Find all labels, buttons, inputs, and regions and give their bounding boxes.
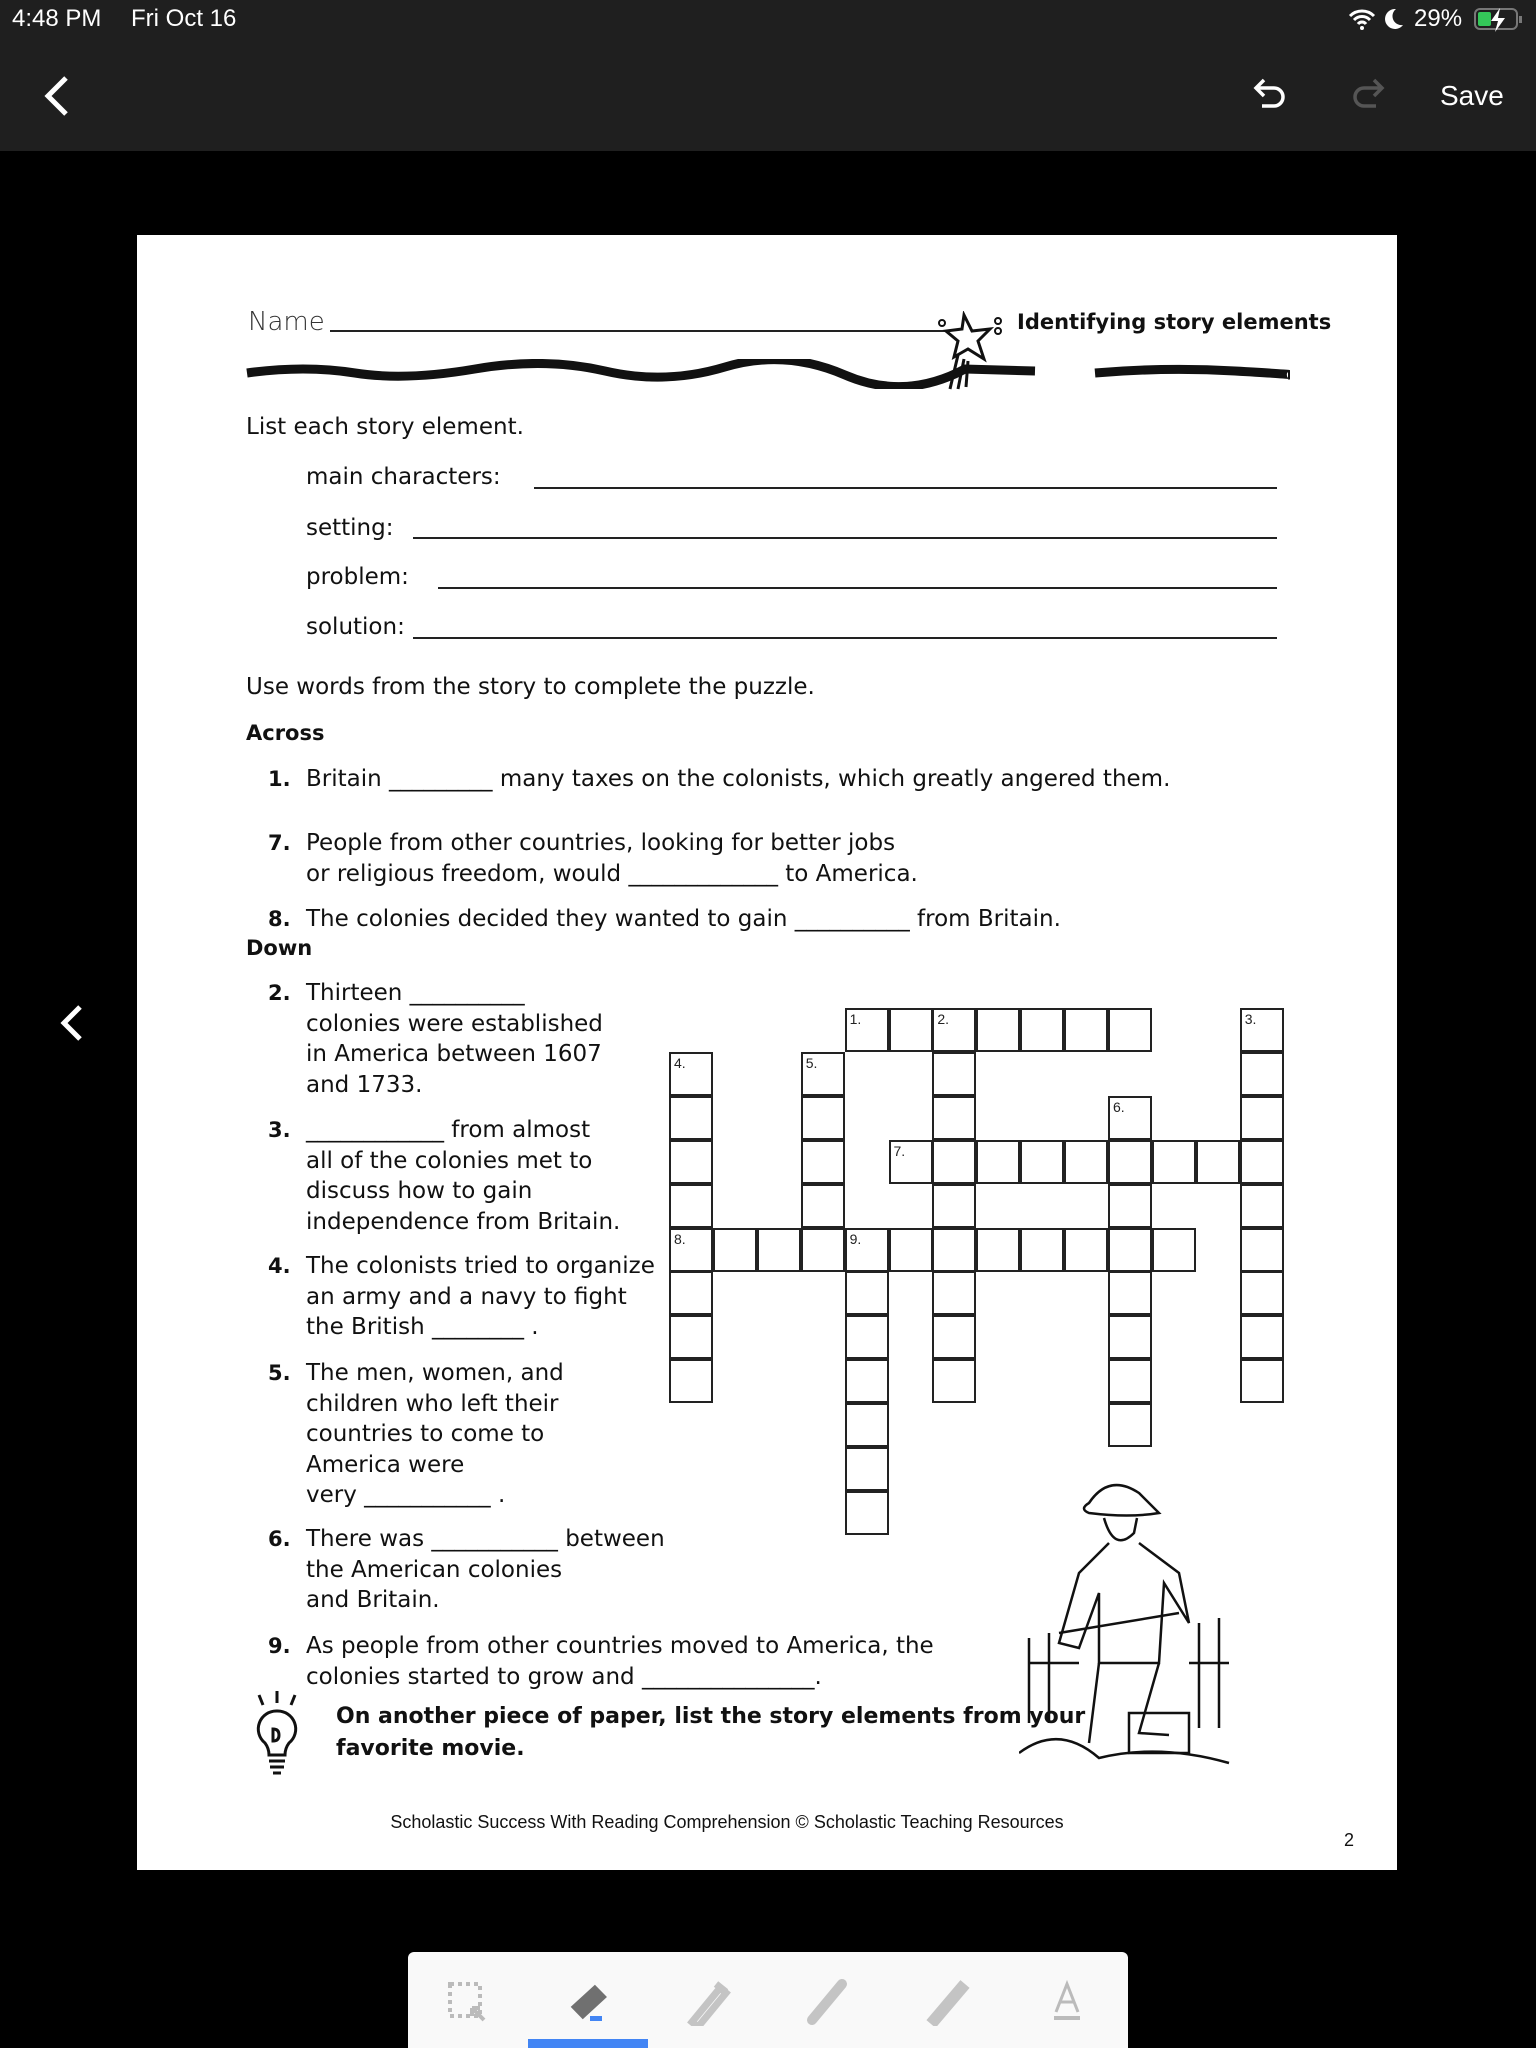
cell-number: 1. [849,1011,862,1027]
clue-number: 8. [268,907,291,931]
cell-number: 8. [674,1230,686,1247]
crossword-cell[interactable] [801,1184,845,1228]
tip-text: On another piece of paper, list the story elements from your [336,1704,1086,1729]
crossword-cell[interactable] [845,1447,889,1491]
cell-number: 4. [674,1054,686,1071]
crossword-cell[interactable] [889,1008,933,1052]
down-heading: Down [246,936,313,960]
crossword-cell[interactable] [801,1140,845,1184]
clue-number: 5. [268,1361,291,1385]
across-clue-line: or religious freedom, would _____________ to America. [306,860,918,887]
wavy-divider [245,359,1290,389]
marker-tool[interactable] [802,1976,852,2026]
crossword-cell[interactable] [1108,1184,1152,1228]
moon-icon [1384,8,1404,30]
crossword-cell[interactable] [1020,1228,1064,1272]
crossword-cell[interactable] [845,1008,889,1052]
tip-text: favorite movie. [336,1736,525,1761]
crossword-cell[interactable] [845,1315,889,1359]
name-field[interactable] [330,330,950,332]
crossword-cell[interactable] [1240,1271,1284,1315]
crossword-cell[interactable] [1108,1228,1152,1272]
setting-field[interactable] [413,537,1277,539]
down-clue-line: all of the colonies met to [306,1147,593,1174]
crossword-cell[interactable] [1196,1140,1240,1184]
down-clue-line: The colonists tried to organize [306,1253,655,1279]
across-clue-line: The colonies decided they wanted to gain __________ from Britain. [306,906,1061,932]
element-label: solution: [306,614,405,640]
clue-number: 4. [268,1254,291,1278]
highlighter-tool[interactable] [923,1976,973,2026]
element-label: setting: [306,515,394,541]
cell-number: 9. [849,1230,862,1247]
crossword-cell[interactable] [845,1228,889,1272]
name-label: Name [248,307,325,337]
crossword-cell[interactable] [889,1140,933,1184]
crossword-cell[interactable] [932,1315,976,1359]
lasso-select-tool[interactable] [442,1976,492,2026]
down-clue-line: an army and a navy to fight [306,1283,627,1310]
down-clue-line: Thirteen __________ [306,980,525,1006]
crossword-cell[interactable] [932,1008,976,1052]
previous-page-button[interactable] [58,1003,86,1043]
list-instruction: List each story element. [246,414,524,440]
crossword-cell[interactable] [801,1096,845,1140]
footer-credit: Scholastic Success With Reading Comprehension © Scholastic Teaching Resources [390,1812,1064,1832]
text-tool[interactable] [1042,1976,1092,2026]
crossword-cell[interactable] [1240,1096,1284,1140]
clue-number: 6. [268,1527,291,1551]
clue-number: 9. [268,1634,291,1658]
crossword-cell[interactable] [976,1228,1020,1272]
main-characters-field[interactable] [534,487,1277,489]
crossword-cell[interactable] [1240,1315,1284,1359]
crossword-cell[interactable] [845,1491,889,1535]
crossword-cell[interactable] [669,1228,713,1272]
crossword-cell[interactable] [669,1184,713,1228]
down-clue-line: ____________ from almost [306,1117,591,1143]
crossword-cell[interactable] [1064,1008,1108,1052]
down-clue-line: very ___________ . [306,1482,506,1508]
down-clue-line: America were [306,1451,465,1478]
crossword-cell[interactable] [1240,1008,1284,1052]
crossword-cell[interactable] [1020,1008,1064,1052]
annotation-toolbar [408,1952,1128,2048]
topic-heading: Identifying story elements [1017,310,1332,334]
crossword-cell[interactable] [1152,1228,1196,1272]
cell-number: 7. [893,1142,906,1159]
crossword-cell[interactable] [669,1140,713,1184]
crossword-cell[interactable] [669,1359,713,1403]
worksheet-page [137,235,1397,1870]
crossword-cell[interactable] [1064,1140,1108,1184]
crossword-cell[interactable] [976,1140,1020,1184]
crossword-cell[interactable] [1108,1271,1152,1315]
crossword-cell[interactable] [1240,1228,1284,1272]
back-button[interactable] [40,74,72,118]
crossword-cell[interactable] [757,1228,801,1272]
down-clue-line: in America between 1607 [306,1041,602,1067]
crossword-cell[interactable] [932,1184,976,1228]
crossword-cell[interactable] [932,1228,976,1272]
active-tool-indicator [528,2039,648,2048]
crossword-cell[interactable] [932,1271,976,1315]
crossword-cell[interactable] [669,1315,713,1359]
across-heading: Across [246,721,325,745]
crossword-cell[interactable] [932,1140,976,1184]
crossword-cell[interactable] [1240,1184,1284,1228]
down-clue-line: countries to come to [306,1421,545,1447]
down-clue-line: independence from Britain. [306,1208,621,1235]
undo-button[interactable] [1252,76,1288,116]
battery-percent: 29% [1414,5,1463,32]
status-bar [0,0,1536,40]
crossword-cell[interactable] [889,1228,933,1272]
crossword-cell[interactable] [801,1228,845,1272]
crossword-cell[interactable] [1108,1359,1152,1403]
down-clue-line: and 1733. [306,1071,423,1098]
down-clue-line: As people from other countries moved to America, the [306,1633,934,1659]
down-clue-line: and Britain. [306,1587,440,1613]
clue-number: 3. [268,1118,291,1142]
crossword-cell[interactable] [1240,1359,1284,1403]
cell-number: 6. [1113,1098,1125,1115]
solution-field[interactable] [413,637,1277,639]
clue-number: 1. [268,767,291,791]
crossword-cell[interactable] [1108,1008,1152,1052]
wifi-icon [1348,8,1376,30]
toolbar-header [0,40,1536,151]
crossword-cell[interactable] [669,1271,713,1315]
crossword-cell[interactable] [1020,1140,1064,1184]
down-clue-line: colonies were established [306,1010,603,1037]
lightbulb-icon [251,1691,303,1779]
status-date: Fri Oct 16 [131,5,237,32]
down-clue-line: children who left their [306,1390,559,1417]
eraser-tool[interactable] [564,1976,614,2026]
element-label: main characters: [306,464,501,490]
crossword-cell[interactable] [1240,1140,1284,1184]
save-button[interactable]: Save [1440,80,1504,111]
clue-number: 7. [268,831,291,855]
across-clue-line: People from other countries, looking for better jobs [306,830,896,856]
down-clue-line: There was ___________ between [306,1526,665,1552]
down-clue-line: colonies started to grow and _______________. [306,1663,822,1690]
crossword-cell[interactable] [669,1052,713,1096]
cell-number: 2. [937,1011,950,1027]
crossword-cell[interactable] [669,1096,713,1140]
element-label: problem: [306,564,409,590]
cell-number: 3. [1244,1011,1257,1027]
redo-button[interactable] [1350,76,1386,116]
crossword-cell[interactable] [845,1403,889,1447]
status-time: 4:48 PM [12,5,102,32]
crossword-cell[interactable] [1152,1140,1196,1184]
crossword-cell[interactable] [1108,1315,1152,1359]
down-clue-line: the British ________ . [306,1314,539,1340]
page-number: 2 [1344,1830,1355,1850]
crossword-cell[interactable] [1108,1403,1152,1447]
puzzle-instruction: Use words from the story to complete the puzzle. [246,674,815,700]
pen-tool[interactable] [682,1976,732,2026]
crossword-cell[interactable] [932,1052,976,1096]
crossword-cell[interactable] [932,1096,976,1140]
down-clue-line: discuss how to gain [306,1178,533,1204]
clue-number: 2. [268,981,291,1005]
crossword-cell[interactable] [801,1052,845,1096]
crossword-cell[interactable] [1108,1096,1152,1140]
down-clue-line: The men, women, and [306,1360,564,1386]
battery-charging-icon [1474,7,1524,33]
crossword-cell[interactable] [713,1228,757,1272]
cell-number: 5. [805,1054,818,1071]
crossword-cell[interactable] [976,1008,1020,1052]
crossword-cell[interactable] [845,1359,889,1403]
crossword-cell[interactable] [1240,1052,1284,1096]
down-clue-line: the American colonies [306,1556,563,1583]
crossword-cell[interactable] [845,1271,889,1315]
problem-field[interactable] [438,587,1277,589]
crossword-cell[interactable] [1108,1140,1152,1184]
crossword-cell[interactable] [1064,1228,1108,1272]
across-clue-line: Britain _________ many taxes on the colonists, which greatly angered them. [306,766,1171,792]
crossword-cell[interactable] [932,1359,976,1403]
